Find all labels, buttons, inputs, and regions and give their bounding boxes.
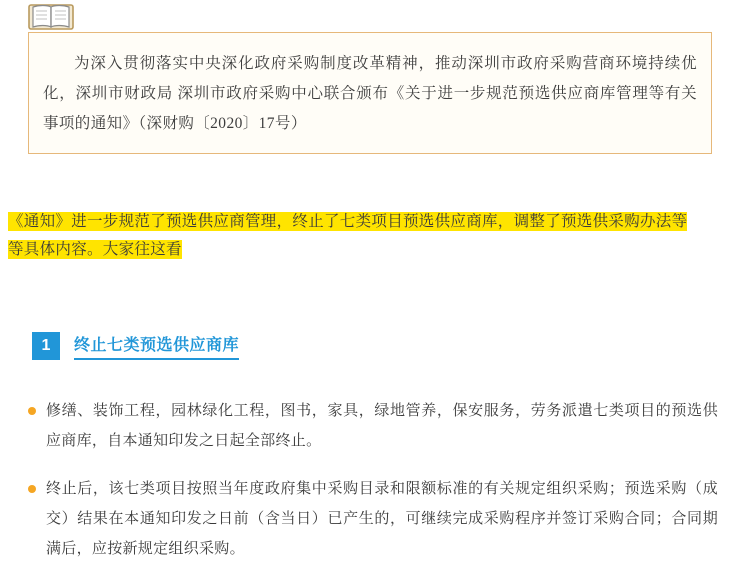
list-item-text: 终止后，该七类项目按照当年度政府集中采购目录和限额标准的有关规定组织采购；预选采购（成交）结果在本通知印发之日前（含当日）已产生的，可继续完成采购程序并签订采购合同；合同期满后，应按新规定组织采购。 — [46, 481, 718, 557]
list-item — [28, 474, 718, 564]
highlight-line-1 — [8, 208, 726, 236]
highlight-mark-2: 等具体内容。大家往这看 — [8, 241, 182, 258]
list-item — [28, 396, 718, 456]
bullet-list — [28, 396, 718, 582]
list-item-text: 修缮、装饰工程，园林绿化工程，图书，家具，绿地管养，保安服务，劳务派遣七类项目的预选供应商库，自本通知印发之日起全部终止。 — [46, 403, 718, 449]
quote-text: 为深入贯彻落实中央深化政府采购制度改革精神，推动深圳市政府采购营商环境持续优化，深圳市财政局 深圳市政府采购中心联合颁布《关于进一步规范预选供应商库管理等有关事项的通知》（深财购〔2020〕17号） — [43, 55, 697, 132]
highlight-mark-1: 《通知》进一步规范了预选供应商管理，终止了七类项目预选供应商库，调整了预选供采购办法等 — [8, 213, 688, 230]
highlight-line-2 — [8, 236, 726, 264]
bullet-dot-icon — [28, 485, 36, 493]
section-heading — [32, 332, 239, 360]
quote-callout-box — [28, 32, 712, 154]
section-number-badge: 1 — [32, 332, 60, 360]
open-book-icon — [28, 2, 74, 32]
bullet-dot-icon — [28, 407, 36, 415]
section-title: 终止七类预选供应商库 — [74, 332, 239, 360]
highlighted-paragraph — [8, 208, 726, 264]
